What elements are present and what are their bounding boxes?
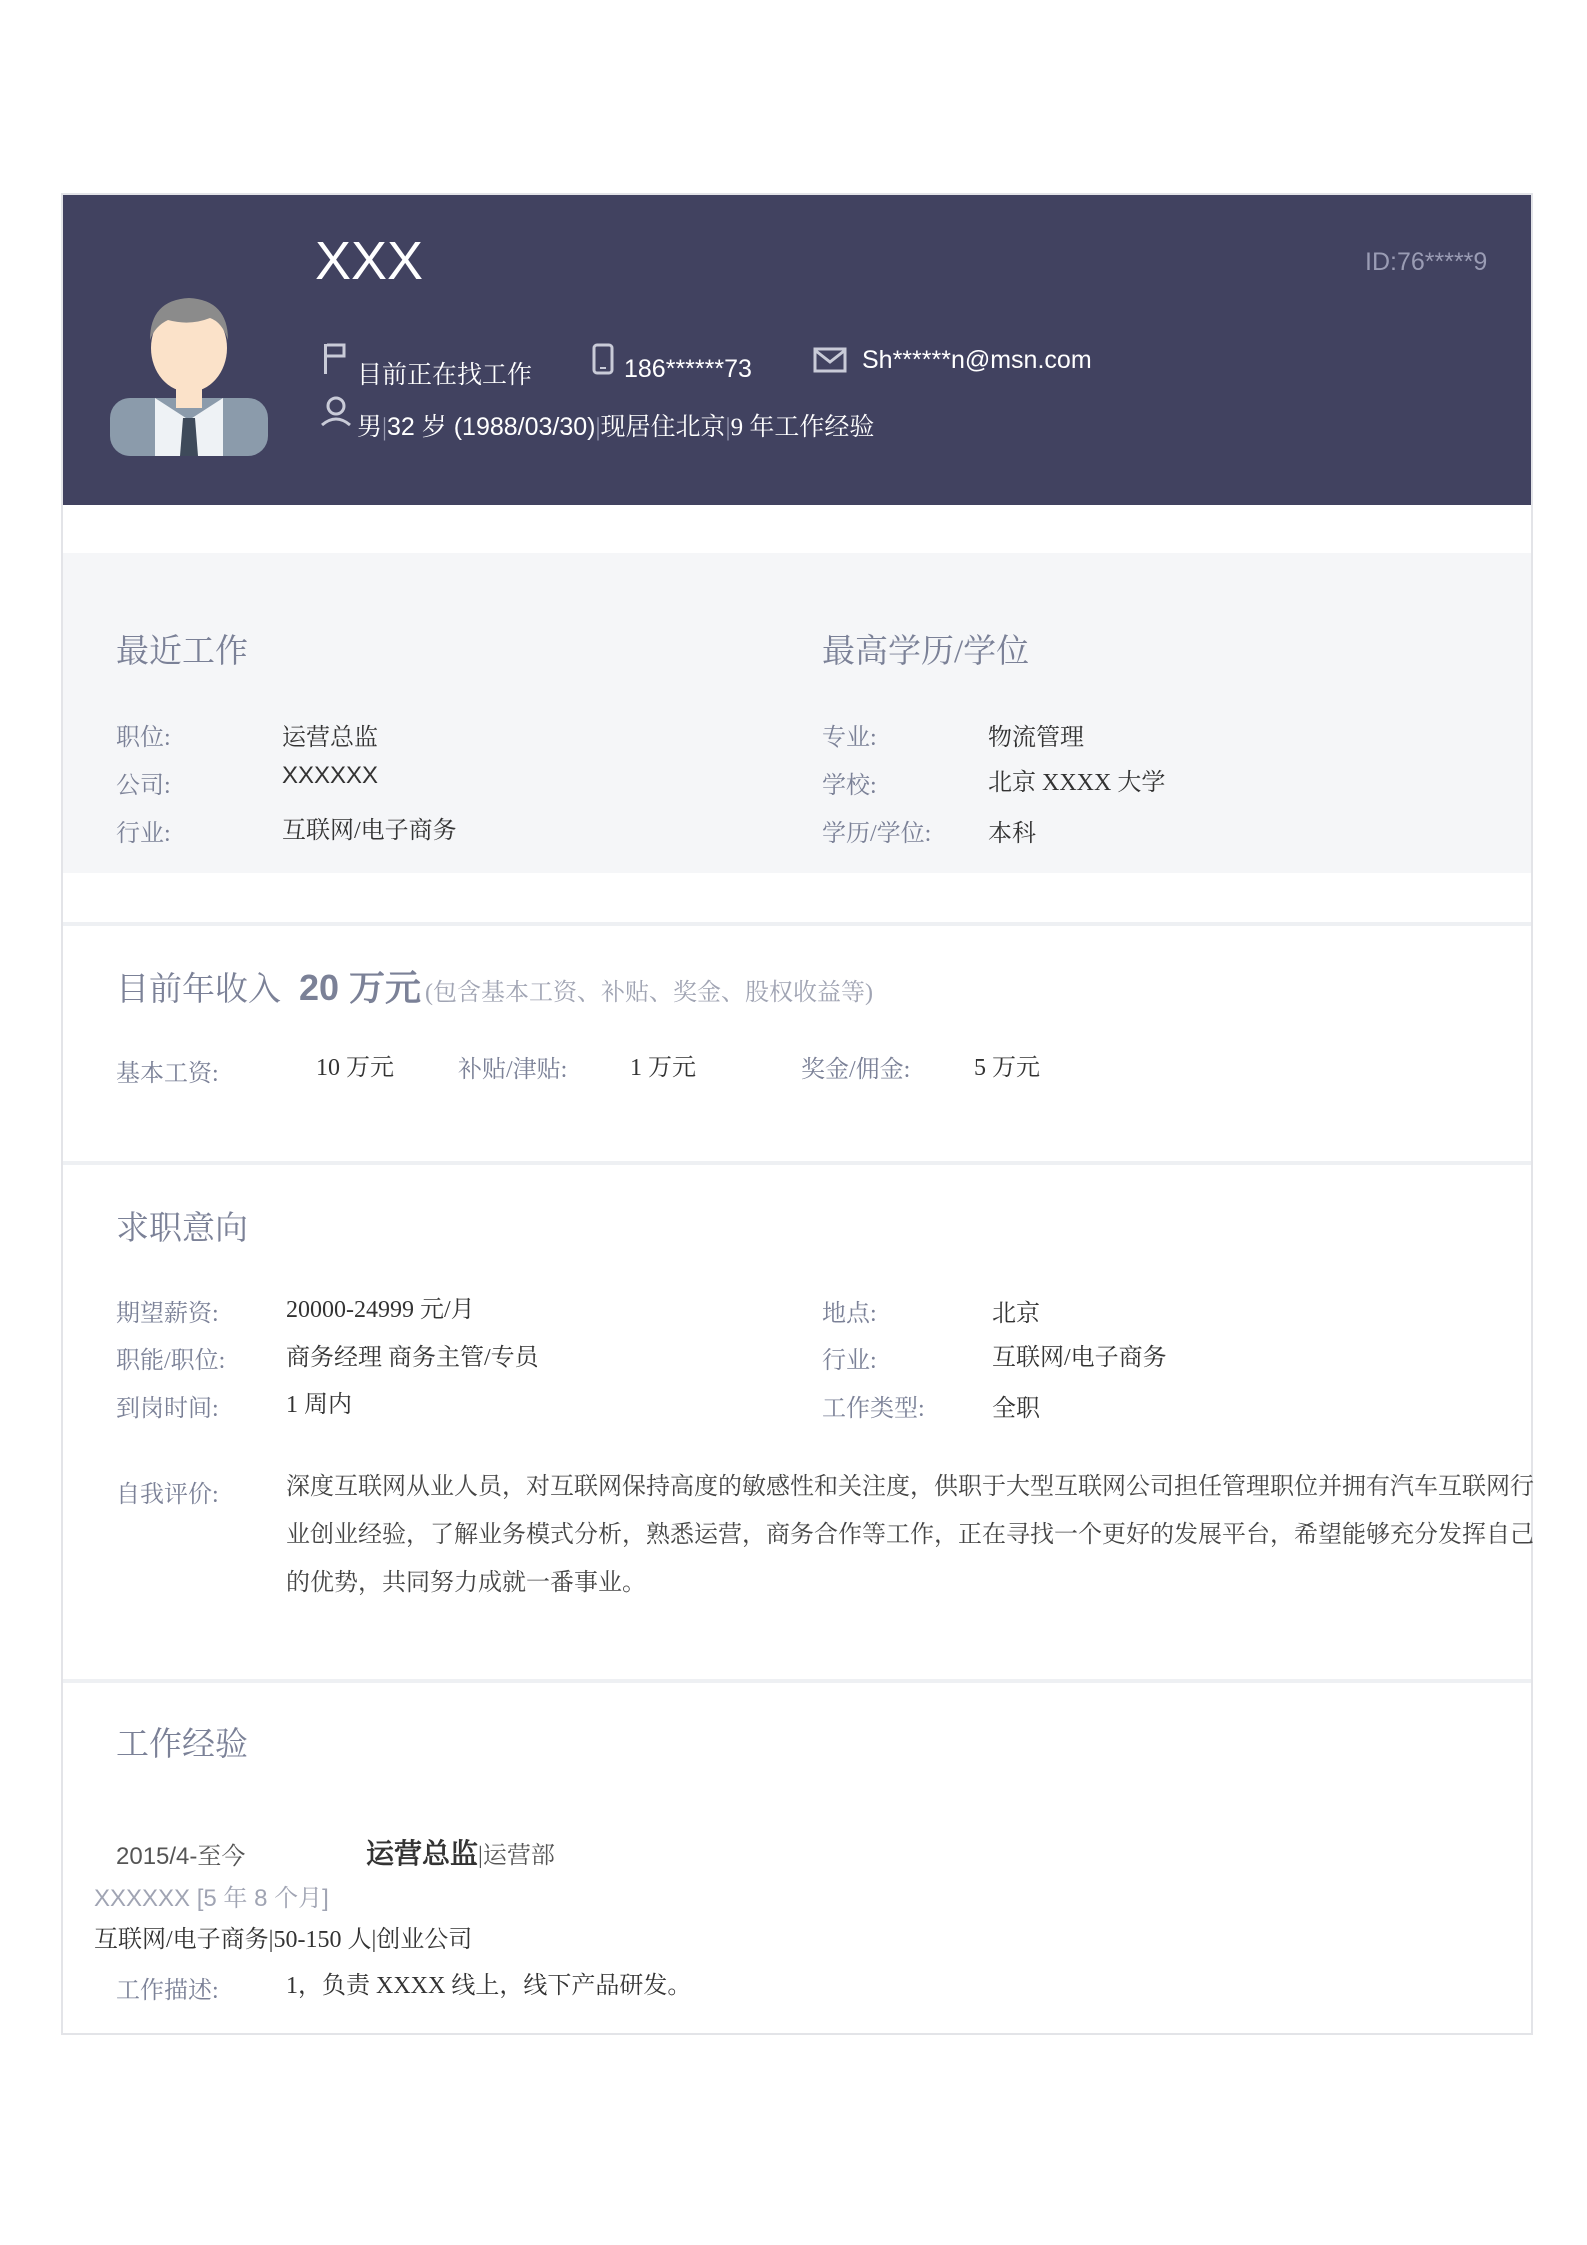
experience-position: 运营总监: [366, 1839, 479, 1870]
intent-label: 工作类型:: [822, 1396, 925, 1422]
education-label: 学历/学位:: [822, 821, 932, 847]
intent-value: 全职: [992, 1396, 1040, 1422]
resume-header: [63, 195, 1531, 505]
intent-value: 商务经理 商务主管/专员: [286, 1345, 539, 1371]
intent-label: 职能/职位:: [116, 1348, 226, 1374]
recent-work-label: 职位:: [116, 725, 171, 751]
income-amount: 20 万元: [299, 967, 422, 1008]
separator: |: [382, 414, 388, 441]
intent-value: 1 周内: [286, 1392, 352, 1418]
education-title: 最高学历/学位: [822, 634, 1030, 670]
intent-label: 到岗时间:: [116, 1396, 219, 1422]
experience-company: XXXXXX [5 年 8 个月]: [94, 1885, 329, 1912]
education-label: 专业:: [822, 725, 877, 751]
section-divider: [63, 1161, 1531, 1165]
intent-value: 北京: [992, 1301, 1040, 1327]
residence: 现居住北京: [600, 414, 726, 441]
income-heading: [116, 960, 873, 1011]
self-evaluation-text: 深度互联网从业人员，对互联网保持高度的敏感性和关注度，供职于大型互联网公司担任管理职位并拥有汽车互联网行业创业经验，了解业务模式分析，熟悉运营，商务合作等工作，正在寻找一个更好的发展平台，希望能够充分发挥自己的优势，共同努力成就一番事业。: [286, 1474, 1534, 1596]
candidate-id: ID:76*****9: [1365, 248, 1488, 276]
email-address: Sh******n@msn.com: [862, 346, 1092, 374]
education-value: 物流管理: [988, 725, 1084, 751]
recent-work-label: 公司:: [116, 773, 171, 799]
job-status: 目前正在找工作: [357, 362, 533, 389]
self-evaluation-label: 自我评价:: [116, 1482, 219, 1508]
separator: |: [595, 414, 601, 441]
experience-company-info: 互联网/电子商务|50-150 人|创业公司: [94, 1927, 473, 1953]
education-value: 北京 XXXX 大学: [988, 770, 1166, 796]
experience-role: [366, 1832, 555, 1872]
phone-number: 186******73: [624, 355, 752, 383]
person-icon: [320, 395, 352, 427]
experience-department: |运营部: [478, 1843, 555, 1869]
income-value: 5 万元: [974, 1055, 1040, 1081]
recent-work-label: 行业:: [116, 821, 171, 847]
separator: |: [725, 414, 731, 441]
income-note: (包含基本工资、补贴、奖金、股权收益等): [425, 980, 874, 1006]
age: 32 岁 (1988/03/30): [387, 413, 596, 441]
experience-period: 2015/4-至今: [116, 1843, 246, 1870]
income-value: 1 万元: [630, 1055, 696, 1081]
gender: 男: [357, 414, 383, 441]
section-divider: [63, 1679, 1531, 1683]
intent-label: 行业:: [822, 1348, 877, 1374]
recent-work-value: 互联网/电子商务: [282, 818, 457, 844]
intent-title: 求职意向: [116, 1211, 248, 1247]
work-description-label: 工作描述:: [116, 1978, 219, 2004]
experience-years: 9 年工作经验: [730, 414, 875, 441]
avatar: [110, 270, 268, 456]
flag-icon: [322, 342, 348, 376]
income-label: 奖金/佣金:: [801, 1057, 911, 1083]
intent-label: 地点:: [822, 1301, 877, 1327]
income-label: 补贴/津贴:: [458, 1057, 568, 1083]
experience-title: 工作经验: [116, 1727, 248, 1763]
recent-work-value: 运营总监: [282, 725, 378, 751]
intent-label: 期望薪资:: [116, 1301, 219, 1327]
candidate-name: XXX: [315, 231, 424, 291]
section-divider: [63, 922, 1531, 926]
income-title: 目前年收入: [116, 972, 281, 1008]
education-label: 学校:: [822, 773, 877, 799]
mail-icon: [813, 347, 847, 373]
income-value: 10 万元: [316, 1055, 394, 1081]
intent-value: 20000-24999 元/月: [286, 1297, 475, 1323]
intent-value: 互联网/电子商务: [992, 1345, 1167, 1371]
personal-info: [357, 407, 874, 443]
education-value: 本科: [988, 821, 1036, 847]
work-description-text: 1，负责 XXXX 线上，线下产品研发。: [286, 1973, 692, 1999]
recent-work-value: XXXXXX: [282, 762, 379, 789]
recent-work-title: 最近工作: [116, 634, 248, 670]
income-label: 基本工资:: [116, 1061, 219, 1087]
phone-icon: [592, 343, 614, 375]
